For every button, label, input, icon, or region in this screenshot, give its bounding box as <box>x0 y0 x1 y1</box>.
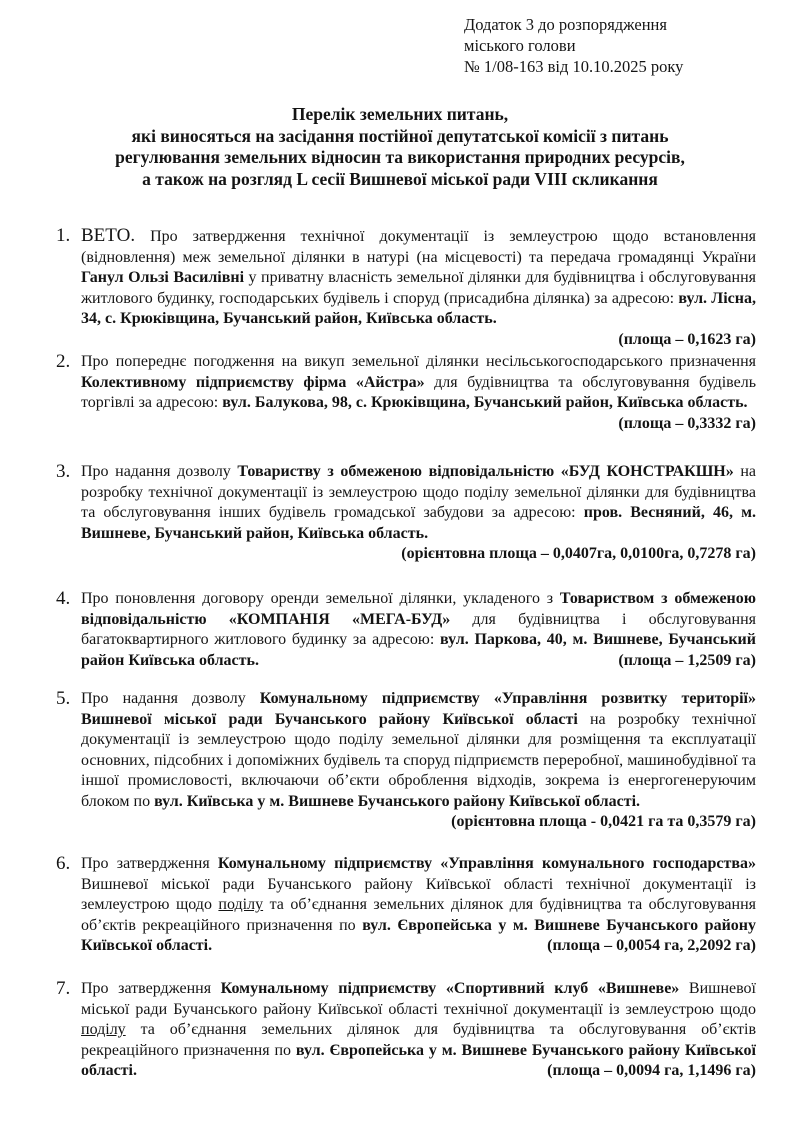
title-line-2: які виносяться на засідання постійної депутатської комісії з питань <box>131 125 669 146</box>
list-item-5 <box>56 689 756 833</box>
item-address: вул. Лісна, 34, с. Крюківщина, Бучанський район, Київська область. <box>81 289 756 327</box>
item-text: на розробку технічної документації із землеустрою щодо поділу земельної ділянки для будівництва та обслуговування інших будівель громадської забудови за адресою: <box>81 463 757 521</box>
appendix-line-2: міського голови <box>464 36 576 55</box>
list-item-6 <box>56 854 756 957</box>
item-number: 7. <box>56 978 71 999</box>
item-address: вул. Європейська у м. Вишневе Бучанського району Київської області. <box>81 916 757 954</box>
item-bold-name: Ганул Ользі Василівні <box>81 269 245 286</box>
item-address: вул. Європейська у м. Вишневе Бучанського району Київської області. <box>81 1041 757 1079</box>
item-area: (площа – 0,0094 га, 1,1496 га) <box>547 1062 756 1079</box>
list-item-1 <box>56 226 756 350</box>
item-underlined-word: поділу <box>218 896 264 913</box>
item-text: та об’єднання земельних ділянок для будівництва та обслуговування об’єктів рекреаційного призначення по <box>81 1021 756 1059</box>
item-text: Про надання дозволу <box>81 463 238 480</box>
item-text: Вишневої міської ради Бучанського району Київської області технічної документації із землеустрою щодо <box>81 980 756 1018</box>
item-area: (орієнтовна площа - 0,0421 га та 0,3579 га) <box>451 813 756 830</box>
list-item-3 <box>56 462 756 565</box>
title-line-3: регулювання земельних відносин та використання природних ресурсів, <box>115 147 685 167</box>
item-text: та об’єднання земельних ділянок для будівництва та обслуговування об’єктів рекреаційного призначення по <box>81 896 756 934</box>
appendix-line-3: № 1/08-163 від 10.10.2025 року <box>464 57 684 76</box>
item-text: Про попереднє погодження на викуп земельної ділянки несільськогосподарського призначення <box>81 353 756 370</box>
item-area: (орієнтовна площа – 0,0407га, 0,0100га, 0,7278 га) <box>401 545 756 562</box>
item-number: 4. <box>56 588 71 609</box>
item-area: (площа – 1,2509 га) <box>618 651 756 669</box>
item-text: у приватну власність земельної ділянки для будівництва і обслуговування житлового будинку, господарських будівель і споруд (присадибна ділянка) за адресою: <box>81 269 756 307</box>
item-bold-name: Комунальному підприємству «Спортивний клуб «Вишневе» <box>220 980 680 997</box>
item-number: 5. <box>56 688 71 709</box>
item-address: пров. Весняний, 46, м. Вишневе, Бучанський район, Київська область. <box>81 504 756 542</box>
item-number: 1. <box>56 225 71 246</box>
list-item-4 <box>56 589 756 671</box>
item-area: (площа – 0,1623 га) <box>618 330 756 348</box>
item-underlined-word: поділу <box>81 1021 126 1038</box>
item-text: Про затвердження <box>81 855 218 872</box>
item-address: вул. Паркова, 40, м. Вишневе, Бучанський район Київська область. <box>81 631 756 669</box>
item-text: Вишневої міської ради Бучанського району Київської області технічної документації із землеустрою щодо <box>81 875 756 913</box>
item-number: 6. <box>56 853 71 874</box>
appendix-note <box>464 14 683 77</box>
item-text: на розробку технічної документації із землеустрою щодо поділу земельної ділянки для розміщення та експлуатації основних, підсобних і допоміжних будівель та споруд підприємств переробної, машинобудівної та іншої промисловості, включаючи об’єкти оброблення відходів, зокрема із енергогенеруючим блоком по <box>81 710 757 810</box>
appendix-line-1: Додаток 3 до розпорядження <box>464 15 667 34</box>
item-area: (площа – 0,0054 га, 2,2092 га) <box>547 937 756 954</box>
item-bold-name: Товариству з обмеженою відповідальністю «БУД КОНСТРАКШН» <box>237 463 734 480</box>
item-bold-name: Товариством з обмеженою відповідальністю «КОМПАНІЯ «МЕГА-БУД» <box>81 590 756 628</box>
list-item-7 <box>56 979 756 1082</box>
item-address: вул. Київська у м. Вишневе Бучанського району Київської області. <box>154 792 641 810</box>
item-text: для будівництва та обслуговування будівель торгівлі за адресою: <box>81 373 757 411</box>
title-line-4: а також на розгляд L сесії Вишневої міської ради VIII скликання <box>142 168 658 189</box>
veto-label: ВЕТО. <box>81 225 136 246</box>
item-text: Про затвердження <box>81 980 221 997</box>
item-area: (площа – 0,3332 га) <box>618 414 756 432</box>
item-address: вул. Балукова, 98, с. Крюківщина, Бучанський район, Київська область. <box>222 394 748 411</box>
item-text: Про поновлення договору оренди земельної ділянки, укладеного з <box>81 590 560 607</box>
item-number: 2. <box>56 351 71 372</box>
item-text: для будівництва і обслуговування багатоквартирного житлового будинку за адресою: <box>81 610 756 648</box>
item-text: Про надання дозволу <box>81 690 260 707</box>
document-title <box>40 104 760 190</box>
item-number: 3. <box>56 461 71 482</box>
item-bold-name: Комунальному підприємству «Управління розвитку території» Вишневої міської ради Бучанського району Київської області <box>81 690 757 728</box>
item-text: Про затвердження технічної документації із землеустрою щодо встановлення (відновлення) меж земельної ділянки в натурі (на місцевості) та передача громадянці України <box>81 228 756 266</box>
title-line-1: Перелік земельних питань, <box>291 104 509 124</box>
item-bold-name: Колективному підприємству фірма «Айстра» <box>81 373 425 391</box>
item-bold-name: Комунальному підприємству «Управління комунального господарства» <box>217 855 757 872</box>
list-item-2 <box>56 352 756 434</box>
